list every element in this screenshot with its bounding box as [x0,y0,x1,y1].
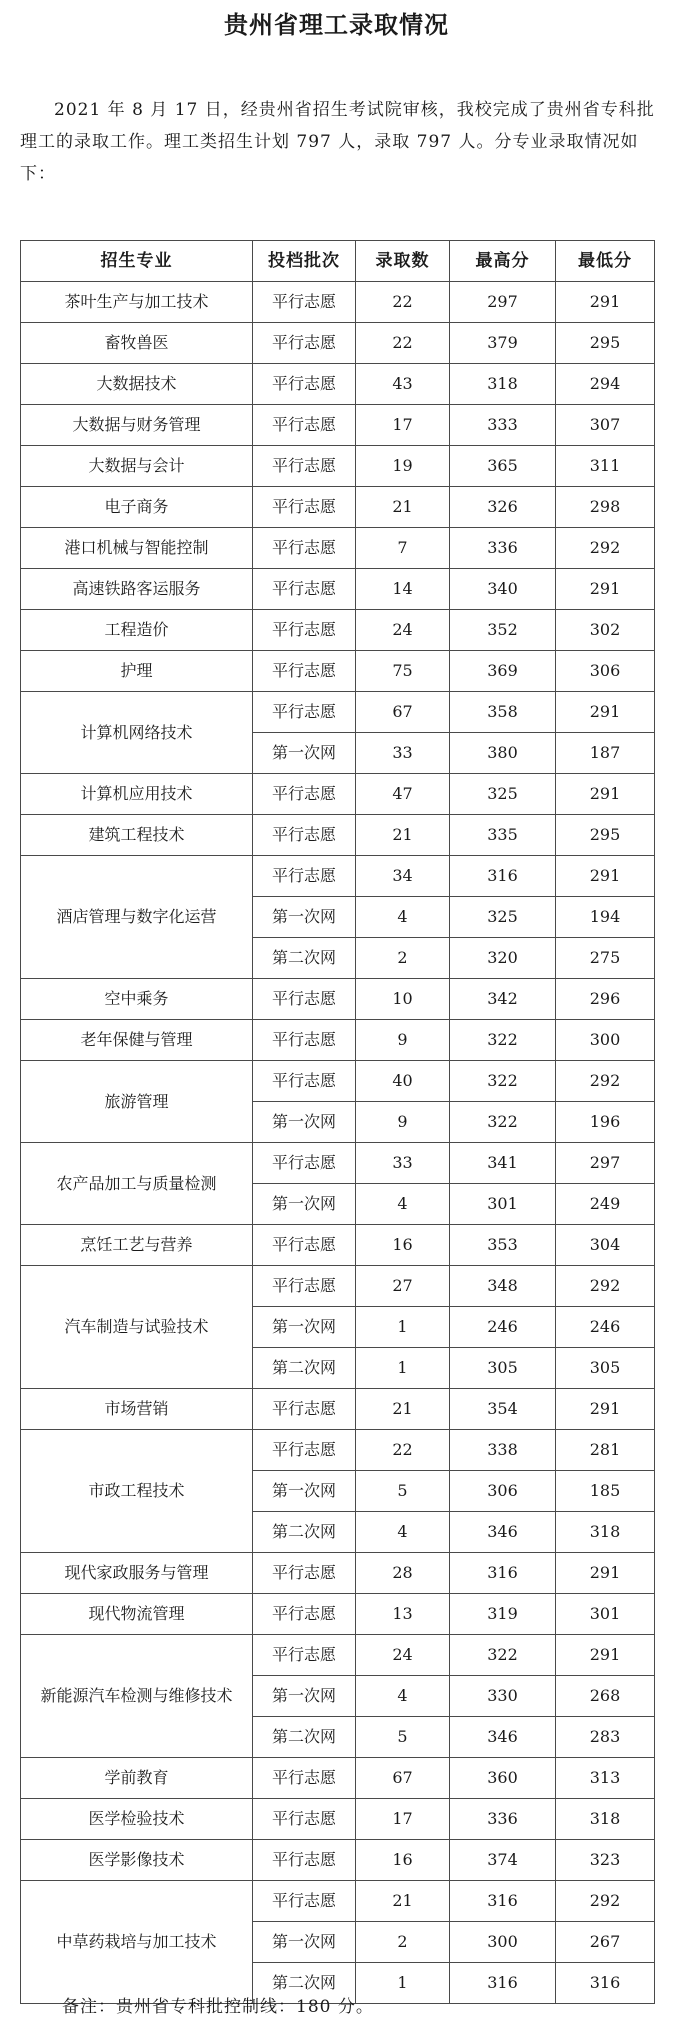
batch-cell: 平行志愿 [253,1430,356,1471]
min-score-cell: 304 [556,1225,655,1266]
count-cell: 9 [356,1020,450,1061]
min-score-cell: 316 [556,1963,655,2004]
table-row [21,405,655,446]
table-row [21,1061,655,1102]
major-name-cell: 港口机械与智能控制 [21,528,253,569]
major-name-cell: 现代家政服务与管理 [21,1553,253,1594]
min-score-cell: 246 [556,1307,655,1348]
count-cell: 9 [356,1102,450,1143]
max-score-cell: 358 [450,692,556,733]
max-score-cell: 342 [450,979,556,1020]
min-score-cell: 302 [556,610,655,651]
batch-cell: 平行志愿 [253,569,356,610]
max-score-cell: 341 [450,1143,556,1184]
max-score-cell: 330 [450,1676,556,1717]
min-score-cell: 300 [556,1020,655,1061]
min-score-cell: 297 [556,1143,655,1184]
max-score-cell: 333 [450,405,556,446]
batch-cell: 平行志愿 [253,1020,356,1061]
count-cell: 1 [356,1307,450,1348]
table-row [21,1881,655,1922]
max-score-cell: 316 [450,1553,556,1594]
major-name-cell: 医学影像技术 [21,1840,253,1881]
major-name-cell: 茶叶生产与加工技术 [21,282,253,323]
count-cell: 75 [356,651,450,692]
batch-cell: 第二次网 [253,1348,356,1389]
max-score-cell: 379 [450,323,556,364]
max-score-cell: 306 [450,1471,556,1512]
min-score-cell: 296 [556,979,655,1020]
batch-cell: 第一次网 [253,733,356,774]
min-score-cell: 291 [556,569,655,610]
batch-cell: 第二次网 [253,1963,356,2004]
batch-cell: 平行志愿 [253,1594,356,1635]
count-cell: 16 [356,1225,450,1266]
max-score-cell: 335 [450,815,556,856]
max-score-cell: 316 [450,856,556,897]
max-score-cell: 322 [450,1102,556,1143]
max-score-cell: 318 [450,364,556,405]
header-major: 招生专业 [21,241,253,282]
max-score-cell: 322 [450,1061,556,1102]
batch-cell: 平行志愿 [253,1553,356,1594]
max-score-cell: 301 [450,1184,556,1225]
min-score-cell: 301 [556,1594,655,1635]
admission-table [20,240,655,2004]
count-cell: 17 [356,1799,450,1840]
max-score-cell: 316 [450,1963,556,2004]
table-row [21,1840,655,1881]
batch-cell: 平行志愿 [253,1758,356,1799]
min-score-cell: 295 [556,323,655,364]
batch-cell: 平行志愿 [253,1840,356,1881]
min-score-cell: 307 [556,405,655,446]
min-score-cell: 291 [556,774,655,815]
batch-cell: 平行志愿 [253,282,356,323]
batch-cell: 平行志愿 [253,1389,356,1430]
batch-cell: 平行志愿 [253,1266,356,1307]
major-name-cell: 工程造价 [21,610,253,651]
max-score-cell: 353 [450,1225,556,1266]
count-cell: 5 [356,1471,450,1512]
table-row [21,323,655,364]
count-cell: 33 [356,1143,450,1184]
batch-cell: 第二次网 [253,938,356,979]
batch-cell: 第一次网 [253,1922,356,1963]
min-score-cell: 291 [556,856,655,897]
min-score-cell: 185 [556,1471,655,1512]
major-name-cell: 旅游管理 [21,1061,253,1143]
table-row [21,1266,655,1307]
batch-cell: 平行志愿 [253,610,356,651]
min-score-cell: 306 [556,651,655,692]
table-row [21,1143,655,1184]
admission-table-wrapper [20,240,654,2004]
min-score-cell: 281 [556,1430,655,1471]
batch-cell: 平行志愿 [253,528,356,569]
count-cell: 67 [356,1758,450,1799]
major-name-cell: 烹饪工艺与营养 [21,1225,253,1266]
table-row [21,979,655,1020]
count-cell: 21 [356,1881,450,1922]
major-name-cell: 空中乘务 [21,979,253,1020]
count-cell: 1 [356,1348,450,1389]
table-header-row [21,241,655,282]
batch-cell: 第二次网 [253,1512,356,1553]
min-score-cell: 292 [556,1266,655,1307]
major-name-cell: 中草药栽培与加工技术 [21,1881,253,2004]
max-score-cell: 316 [450,1881,556,1922]
count-cell: 2 [356,938,450,979]
max-score-cell: 352 [450,610,556,651]
major-name-cell: 护理 [21,651,253,692]
max-score-cell: 369 [450,651,556,692]
max-score-cell: 338 [450,1430,556,1471]
batch-cell: 平行志愿 [253,1635,356,1676]
table-row [21,610,655,651]
max-score-cell: 297 [450,282,556,323]
min-score-cell: 292 [556,528,655,569]
count-cell: 4 [356,897,450,938]
batch-cell: 平行志愿 [253,651,356,692]
count-cell: 14 [356,569,450,610]
batch-cell: 平行志愿 [253,323,356,364]
table-row [21,528,655,569]
major-name-cell: 大数据与财务管理 [21,405,253,446]
table-row [21,1389,655,1430]
table-row [21,1020,655,1061]
batch-cell: 第一次网 [253,1471,356,1512]
major-name-cell: 电子商务 [21,487,253,528]
max-score-cell: 354 [450,1389,556,1430]
max-score-cell: 380 [450,733,556,774]
batch-cell: 平行志愿 [253,1061,356,1102]
min-score-cell: 194 [556,897,655,938]
min-score-cell: 298 [556,487,655,528]
major-name-cell: 计算机网络技术 [21,692,253,774]
table-row [21,446,655,487]
count-cell: 13 [356,1594,450,1635]
min-score-cell: 196 [556,1102,655,1143]
count-cell: 34 [356,856,450,897]
min-score-cell: 323 [556,1840,655,1881]
min-score-cell: 305 [556,1348,655,1389]
min-score-cell: 291 [556,1553,655,1594]
table-row [21,815,655,856]
header-batch: 投档批次 [253,241,356,282]
intro-paragraph: 2021 年 8 月 17 日，经贵州省招生考试院审核，我校完成了贵州省专科批理工的录取工作。理工类招生计划 797 人，录取 797 人。分专业录取情况如下： [20,100,655,184]
table-row [21,651,655,692]
count-cell: 4 [356,1184,450,1225]
min-score-cell: 295 [556,815,655,856]
batch-cell: 第一次网 [253,1307,356,1348]
count-cell: 22 [356,323,450,364]
max-score-cell: 322 [450,1635,556,1676]
max-score-cell: 336 [450,528,556,569]
batch-cell: 平行志愿 [253,815,356,856]
min-score-cell: 318 [556,1512,655,1553]
count-cell: 24 [356,1635,450,1676]
count-cell: 43 [356,364,450,405]
major-name-cell: 农产品加工与质量检测 [21,1143,253,1225]
count-cell: 19 [356,446,450,487]
min-score-cell: 291 [556,282,655,323]
batch-cell: 平行志愿 [253,405,356,446]
count-cell: 67 [356,692,450,733]
max-score-cell: 374 [450,1840,556,1881]
batch-cell: 平行志愿 [253,446,356,487]
table-row [21,1225,655,1266]
max-score-cell: 365 [450,446,556,487]
count-cell: 7 [356,528,450,569]
count-cell: 21 [356,487,450,528]
min-score-cell: 249 [556,1184,655,1225]
count-cell: 10 [356,979,450,1020]
major-name-cell: 建筑工程技术 [21,815,253,856]
count-cell: 21 [356,815,450,856]
table-row [21,1799,655,1840]
max-score-cell: 360 [450,1758,556,1799]
batch-cell: 平行志愿 [253,487,356,528]
min-score-cell: 291 [556,1389,655,1430]
header-min-score: 最低分 [556,241,655,282]
table-body [21,282,655,2004]
max-score-cell: 326 [450,487,556,528]
table-header [21,241,655,282]
batch-cell: 第二次网 [253,1717,356,1758]
count-cell: 2 [356,1922,450,1963]
count-cell: 17 [356,405,450,446]
major-name-cell: 现代物流管理 [21,1594,253,1635]
max-score-cell: 340 [450,569,556,610]
major-name-cell: 新能源汽车检测与维修技术 [21,1635,253,1758]
count-cell: 21 [356,1389,450,1430]
table-row [21,364,655,405]
max-score-cell: 320 [450,938,556,979]
table-row [21,282,655,323]
batch-cell: 第一次网 [253,1102,356,1143]
count-cell: 16 [356,1840,450,1881]
min-score-cell: 283 [556,1717,655,1758]
min-score-cell: 275 [556,938,655,979]
batch-cell: 平行志愿 [253,856,356,897]
batch-cell: 平行志愿 [253,1799,356,1840]
count-cell: 27 [356,1266,450,1307]
batch-cell: 第一次网 [253,1184,356,1225]
min-score-cell: 291 [556,692,655,733]
page-title: 贵州省理工录取情况 [224,10,449,39]
major-name-cell: 高速铁路客运服务 [21,569,253,610]
count-cell: 4 [356,1676,450,1717]
max-score-cell: 322 [450,1020,556,1061]
count-cell: 22 [356,282,450,323]
count-cell: 28 [356,1553,450,1594]
table-row [21,774,655,815]
min-score-cell: 268 [556,1676,655,1717]
major-name-cell: 计算机应用技术 [21,774,253,815]
table-row [21,1758,655,1799]
major-name-cell: 老年保健与管理 [21,1020,253,1061]
max-score-cell: 346 [450,1717,556,1758]
major-name-cell: 畜牧兽医 [21,323,253,364]
table-row [21,569,655,610]
max-score-cell: 325 [450,774,556,815]
min-score-cell: 313 [556,1758,655,1799]
batch-cell: 平行志愿 [253,774,356,815]
max-score-cell: 305 [450,1348,556,1389]
min-score-cell: 292 [556,1061,655,1102]
footnote: 备注：贵州省专科批控制线：180 分。 [62,1997,374,2017]
min-score-cell: 294 [556,364,655,405]
count-cell: 40 [356,1061,450,1102]
min-score-cell: 318 [556,1799,655,1840]
count-cell: 47 [356,774,450,815]
max-score-cell: 325 [450,897,556,938]
batch-cell: 平行志愿 [253,364,356,405]
count-cell: 22 [356,1430,450,1471]
max-score-cell: 319 [450,1594,556,1635]
major-name-cell: 大数据技术 [21,364,253,405]
max-score-cell: 246 [450,1307,556,1348]
batch-cell: 平行志愿 [253,1143,356,1184]
max-score-cell: 336 [450,1799,556,1840]
major-name-cell: 汽车制造与试验技术 [21,1266,253,1389]
max-score-cell: 300 [450,1922,556,1963]
batch-cell: 平行志愿 [253,692,356,733]
major-name-cell: 酒店管理与数字化运营 [21,856,253,979]
table-row [21,1594,655,1635]
header-count: 录取数 [356,241,450,282]
major-name-cell: 大数据与会计 [21,446,253,487]
max-score-cell: 348 [450,1266,556,1307]
min-score-cell: 267 [556,1922,655,1963]
max-score-cell: 346 [450,1512,556,1553]
batch-cell: 平行志愿 [253,1881,356,1922]
batch-cell: 平行志愿 [253,1225,356,1266]
count-cell: 33 [356,733,450,774]
batch-cell: 平行志愿 [253,979,356,1020]
count-cell: 24 [356,610,450,651]
table-row [21,856,655,897]
batch-cell: 第一次网 [253,1676,356,1717]
table-row [21,487,655,528]
major-name-cell: 市场营销 [21,1389,253,1430]
table-row [21,1635,655,1676]
batch-cell: 第一次网 [253,897,356,938]
table-row [21,1430,655,1471]
major-name-cell: 医学检验技术 [21,1799,253,1840]
count-cell: 1 [356,1963,450,2004]
table-row [21,1553,655,1594]
count-cell: 4 [356,1512,450,1553]
min-score-cell: 291 [556,1635,655,1676]
major-name-cell: 学前教育 [21,1758,253,1799]
count-cell: 5 [356,1717,450,1758]
header-max-score: 最高分 [450,241,556,282]
table-row [21,692,655,733]
min-score-cell: 292 [556,1881,655,1922]
min-score-cell: 311 [556,446,655,487]
min-score-cell: 187 [556,733,655,774]
major-name-cell: 市政工程技术 [21,1430,253,1553]
